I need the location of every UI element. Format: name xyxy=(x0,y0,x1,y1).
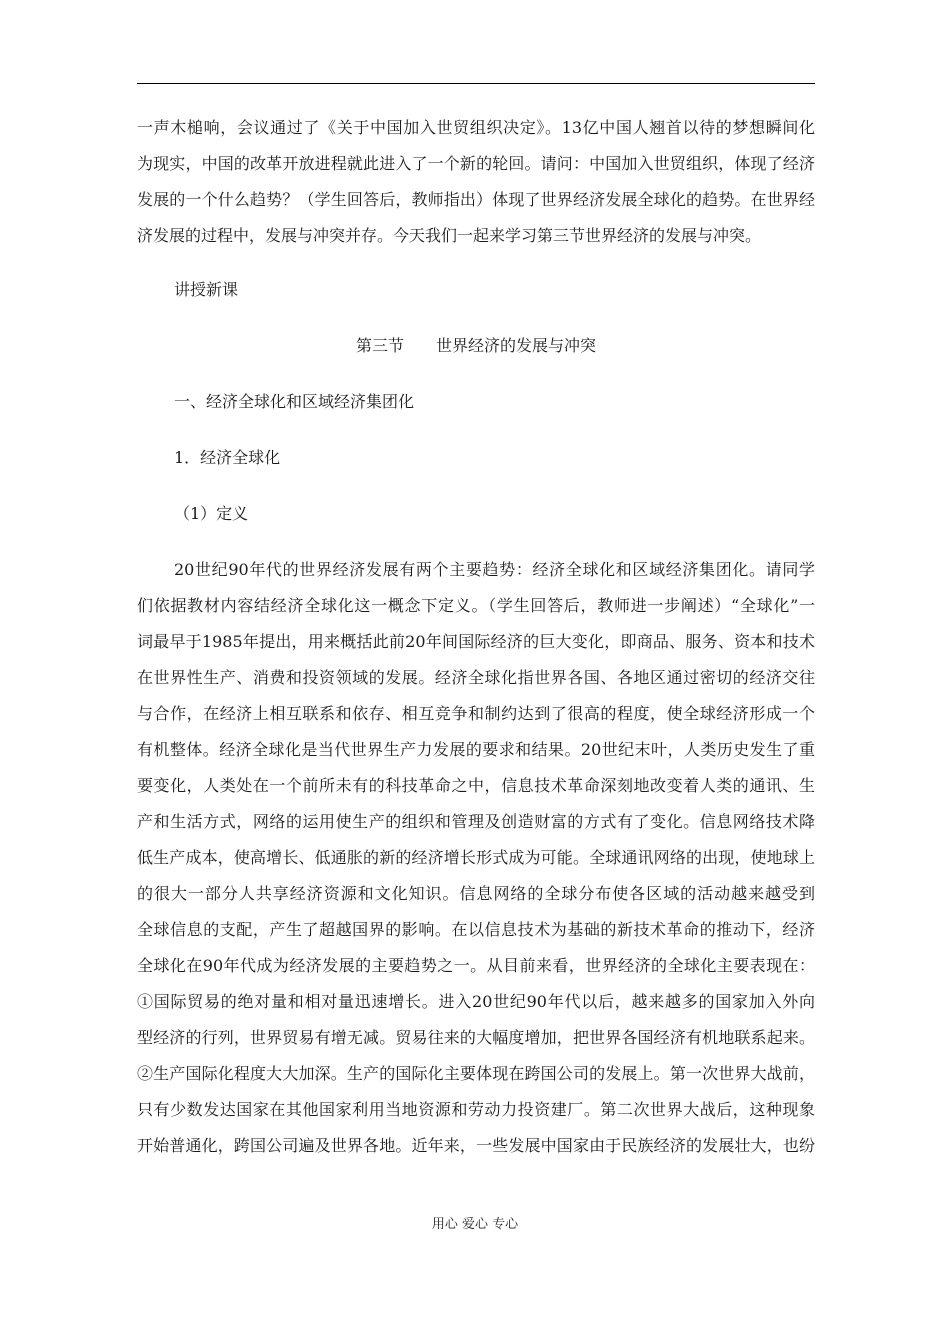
text-line: 全球信息的支配，产生了超越国界的影响。在以信息技术为基础的新技术革命的推动下，经济 xyxy=(137,920,815,939)
text-line: 词最早于1985年提出，用来概括此前20年间国际经济的巨大变化，即商品、服务、资本和技术 xyxy=(137,632,815,651)
heading-level-2: 1．经济全球化 xyxy=(174,448,281,467)
text-line: 全球化在90年代成为经济发展的主要趋势之一。从目前来看，世界经济的全球化主要表现在： xyxy=(137,956,815,975)
body-paragraph xyxy=(137,560,815,1172)
text-line: 在世界性生产、消费和投资领域的发展。经济全球化指世界各国、各地区通过密切的经济交往 xyxy=(137,668,815,687)
page-content xyxy=(137,118,815,1172)
text-line: 们依据教材内容结经济全球化这一概念下定义。（学生回答后，教师进一步阐述）“全球化”一 xyxy=(137,596,815,615)
text-line: 与合作，在经济上相互联系和依存、相互竞争和制约达到了很高的程度，使全球经济形成一个 xyxy=(137,704,815,723)
text-line: 要变化，人类处在一个前所未有的科技革命之中，信息技术革命深刻地改变着人类的通讯、生 xyxy=(137,776,815,795)
section-title: 第三节 世界经济的发展与冲突 xyxy=(355,336,596,355)
intro-paragraph xyxy=(137,118,815,262)
heading-level-1: 一、经济全球化和区域经济集团化 xyxy=(174,392,415,411)
header-rule xyxy=(137,83,815,84)
text-line: 只有少数发达国家在其他国家利用当地资源和劳动力投资建厂。第二次世界大战后，这种现象 xyxy=(137,1100,815,1119)
text-line: 一声木槌响，会议通过了《关于中国加入世贸组织决定》。13亿中国人翘首以待的梦想瞬间化 xyxy=(137,118,815,137)
new-lesson-label: 讲授新课 xyxy=(174,280,239,299)
text-line: 产和生活方式，网络的运用使生产的组织和管理及创造财富的方式有了变化。信息网络技术降 xyxy=(137,812,815,831)
text-line: ②生产国际化程度大大加深。生产的国际化主要体现在跨国公司的发展上。第一次世界大战前， xyxy=(137,1064,815,1083)
text-line: 济发展的过程中，发展与冲突并存。今天我们一起来学习第三节世界经济的发展与冲突。 xyxy=(137,226,762,245)
page-footer: 用心 爱心 专心 xyxy=(431,1217,519,1232)
text-line: 开始普通化，跨国公司遍及世界各地。近年来，一些发展中国家由于民族经济的发展壮大，也纷 xyxy=(137,1136,815,1155)
text-line: 为现实，中国的改革开放进程就此进入了一个新的轮回。请问：中国加入世贸组织，体现了经济 xyxy=(137,154,815,173)
text-line: ①国际贸易的绝对量和相对量迅速增长。进入20世纪90年代以后，越来越多的国家加入外向 xyxy=(137,992,815,1011)
text-line: 低生产成本，使高增长、低通胀的新的经济增长形式成为可能。全球通讯网络的出现，使地球上 xyxy=(137,848,815,867)
text-line: 有机整体。经济全球化是当代世界生产力发展的要求和结果。20世纪末叶，人类历史发生了重 xyxy=(137,740,815,759)
heading-level-3: （1）定义 xyxy=(174,504,249,523)
text-line: 发展的一个什么趋势？（学生回答后，教师指出）体现了世界经济发展全球化的趋势。在世界经 xyxy=(137,190,815,209)
text-line: 的很大一部分人共享经济资源和文化知识。信息网络的全球分布使各区域的活动越来越受到 xyxy=(137,884,815,903)
text-line: 20世纪90年代的世界经济发展有两个主要趋势：经济全球化和区域经济集团化。请同学 xyxy=(174,560,815,579)
text-line: 型经济的行列，世界贸易有增无减。贸易往来的大幅度增加，把世界各国经济有机地联系起来。 xyxy=(137,1028,815,1047)
